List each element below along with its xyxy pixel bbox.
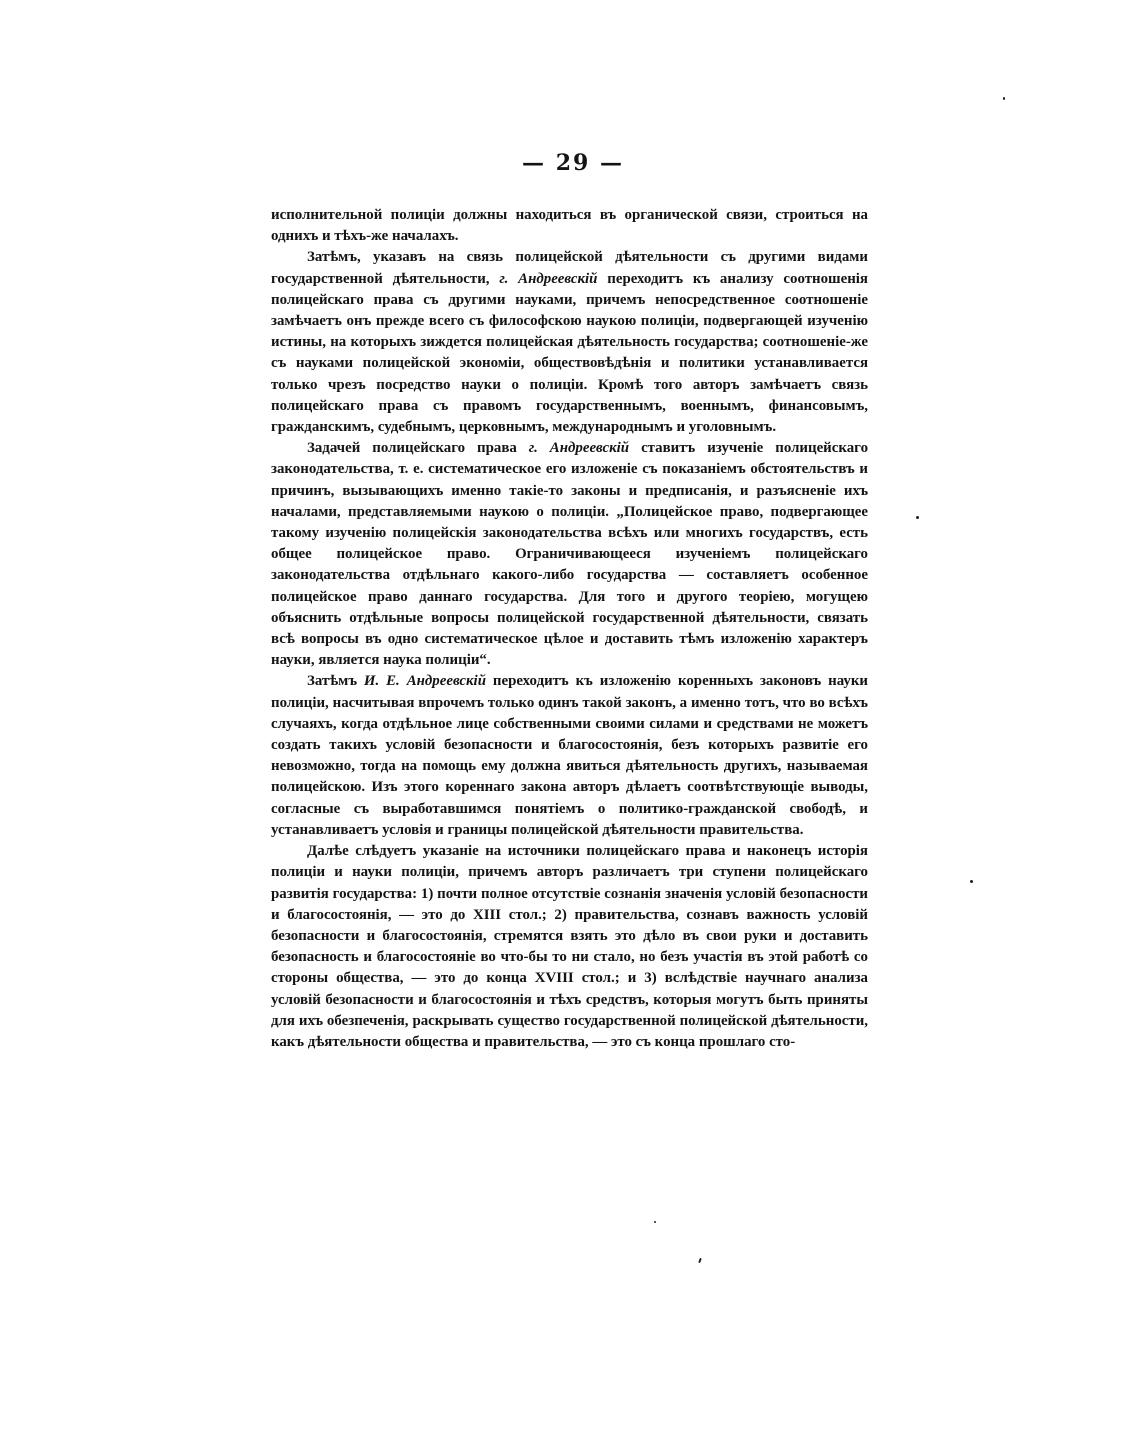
scan-speck: [654, 1221, 656, 1223]
text-run: переходитъ къ анализу соотношенія полицейскаго права съ другими науками, причемъ непосредственное соотношеніе замѣчаетъ онъ прежде всего съ философскою наукою полиціи, подвергающей изученію истины, на которыхъ зиждется полицейская дѣятельность государства; соотношеніе-же съ науками полицейской экономіи, обществовѣдѣнія и политики устанавливается только чрезъ посредство науки о полиціи. Кромѣ того авторъ замѣчаетъ связь полицейскаго права съ правомъ государственнымъ, военнымъ, финансовымъ, гражданскимъ, судебнымъ, церковнымъ, международнымъ и уголовнымъ.: [271, 270, 868, 436]
page-number: — 29 —: [522, 150, 624, 176]
scan-speck: [1003, 97, 1005, 100]
paragraph: [271, 438, 868, 671]
text-run: Задачей полицейскаго права: [307, 440, 529, 457]
text-run: Затѣмъ, указавъ на связь полицейской дѣятельности съ другими видами государственной дѣятельности,: [271, 249, 868, 287]
text-run: исполнительной полиціи должны находиться въ органической связи, строиться на однихъ и тѣхъ-же началахъ.: [271, 207, 868, 245]
scan-speck: [970, 880, 973, 883]
paragraph: [271, 247, 868, 438]
paragraph: [271, 841, 868, 1053]
author-name: г. Андреевскій: [499, 270, 598, 287]
body-text: [271, 205, 868, 1053]
paragraph: [271, 671, 868, 841]
text-run: ставитъ изученіе полицейскаго законодательства, т. е. систематическое его изложеніе съ показаніемъ обстоятельствъ и причинъ, вызывающихъ именно такіе-то законы и предписанія, и разъясненіе ихъ началами, представляемыми наукою о полиціи. „Полицейское право, подвергающее такому изученію полицейскія законодательства всѣхъ или многихъ государствъ, есть общее полицейское право. Ограничивающееся изученіемъ полицейскаго законодательства отдѣльнаго какого-либо государства — составляетъ особенное полицейское право даннаго государства. Для того и другого теоріею, могущею объяснить отдѣльные вопросы полицейской государственной дѣятельности, связать всѣ вопросы въ одно систематическое цѣлое и доставить тѣмъ изложенію характеръ науки, является наука полиціи“.: [271, 440, 869, 669]
author-name: г. Андреевскій: [528, 440, 630, 457]
scan-speck: [916, 516, 919, 519]
author-name: И. Е. Андреевскій: [363, 673, 486, 690]
text-run: Далѣе слѣдуетъ указаніе на источники полицейскаго права и наконецъ исторія полиціи и науки полиціи, причемъ авторъ различаетъ три ступени полицейскаго развитія государства: 1) почти полное отсутствіе сознанія значенія условій безопасности и благосостоянія, — это до XIII стол.; 2) правительства, сознавъ важность условій безопасности и благосостоянія, стремятся взять это дѣло въ свои руки и доставить безопасность и благосостояніе во что-бы то ни стало, но безъ участія въ этой работѣ со стороны общества, — это до конца XVIII стол.; и 3) вслѣдствіе научнаго анализа условій безопасности и благосостоянія и тѣхъ средствъ, которыя могутъ быть приняты для ихъ обезпеченія, раскрывать существо государственной полицейской дѣятельности, какъ дѣятельности общества и правительства, — это съ конца прошлаго сто-: [271, 843, 868, 1050]
paragraph: [271, 205, 868, 247]
text-run: переходитъ къ изложенію коренныхъ законовъ науки полиціи, насчитывая впрочемъ только одинъ такой законъ, а именно тотъ, что во всѣхъ случаяхъ, когда отдѣльное лице собственными своими силами и средствами не можетъ создать такихъ условій безопасности и благосостоянія, безъ которыхъ развитіе его невозможно, тогда на помощь ему должна явиться дѣятельность другихъ, называемая полицейскою. Изъ этого кореннаго закона авторъ дѣлаетъ соотвѣтствующіе выводы, согласные съ выработавшимся понятіемъ о политико-гражданской свободѣ, и устанавливаетъ условія и границы полицейской дѣятельности правительства.: [271, 673, 868, 838]
scan-speck: [698, 1258, 702, 1263]
text-run: Затѣмъ: [307, 673, 364, 690]
